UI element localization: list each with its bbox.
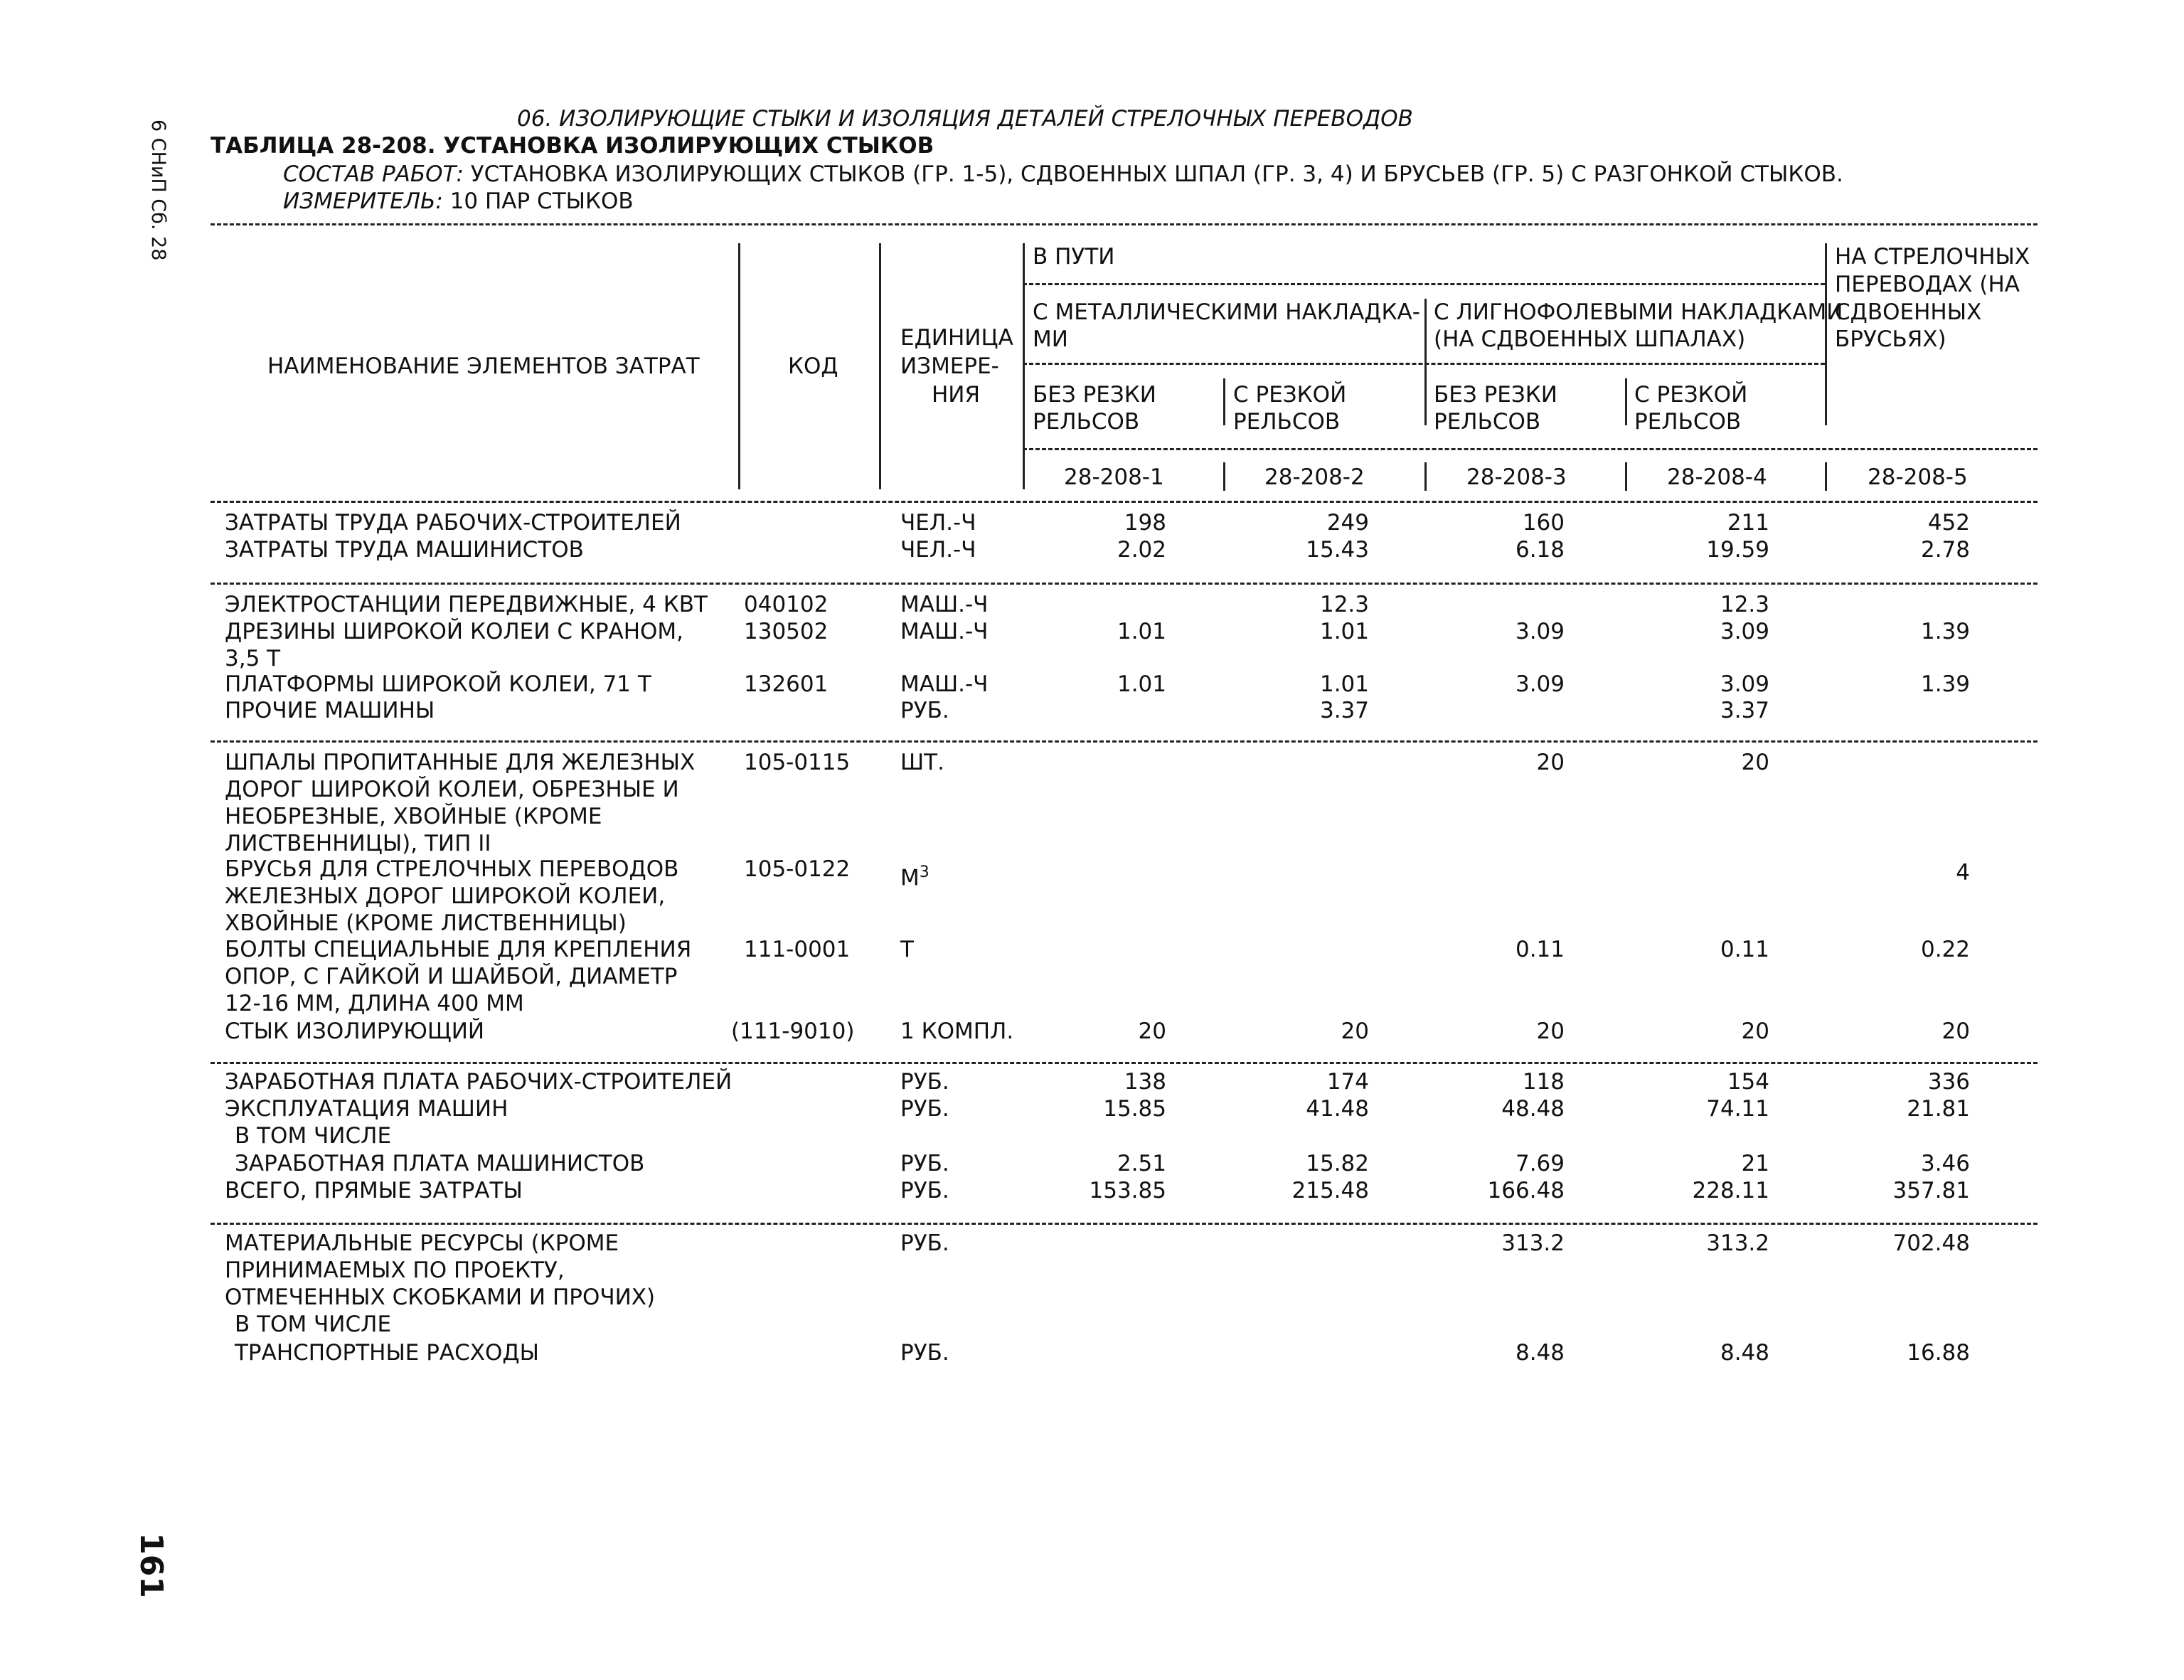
row-value-col-2: 20: [1341, 1019, 1369, 1044]
row-value-col-3: 0.11: [1515, 937, 1565, 962]
row-code: 132601: [744, 671, 829, 697]
col-header-unit-2: ИЗМЕРЕ-: [900, 353, 999, 379]
col-header-g1-2: РЕЛЬСОВ: [1033, 409, 1140, 435]
col-divider-code-3: [1424, 462, 1427, 491]
row-unit: $М^3$: [900, 863, 929, 891]
page-number: 161: [133, 1533, 169, 1598]
row-name-line: ДОРОГ ШИРОКОЙ КОЛЕИ, ОБРЕЗНЫЕ И: [225, 777, 679, 802]
row-name-line: ЗАТРАТЫ ТРУДА МАШИНИСТОВ: [225, 537, 584, 563]
row-value-col-3: 3.09: [1515, 671, 1565, 697]
col-divider-unit: [879, 243, 881, 489]
row-unit: МАШ.-Ч: [900, 592, 989, 617]
row-value-col-4: 3.09: [1720, 671, 1769, 697]
row-value-col-2: 15.43: [1306, 537, 1369, 563]
row-value-col-3: 313.2: [1501, 1230, 1565, 1256]
col-code-4: 28-208-4: [1667, 464, 1767, 490]
row-unit: ЧЕЛ.-Ч: [900, 510, 976, 536]
row-value-col-3: 3.09: [1515, 619, 1565, 644]
row-value-col-5: 1.39: [1920, 671, 1970, 697]
row-value-col-3: 8.48: [1515, 1340, 1565, 1366]
work-text: УСТАНОВКА ИЗОЛИРУЮЩИХ СТЫКОВ (ГР. 1-5), СДВОЕННЫХ ШПАЛ (ГР. 3, 4) И БРУСЬЕВ (ГР. 5) С РАЗГОНКОЙ СТЫКОВ.: [470, 161, 1843, 187]
row-name-line: ЗАРАБОТНАЯ ПЛАТА РАБОЧИХ-СТРОИТЕЛЕЙ: [225, 1069, 733, 1095]
col-header-turnouts-1: НА СТРЕЛОЧНЫХ: [1835, 244, 2030, 270]
col-code-2: 28-208-2: [1264, 464, 1365, 490]
col-divider-code-5: [1825, 462, 1827, 491]
row-value-col-5: 4: [1956, 860, 1970, 886]
row-name-line: ЭКСПЛУАТАЦИЯ МАШИН: [225, 1096, 508, 1122]
col-divider-ligno: [1424, 299, 1427, 425]
row-unit: 1 КОМПЛ.: [900, 1019, 1014, 1044]
row-name-line: В ТОМ ЧИСЛЕ: [235, 1312, 392, 1337]
row-value-col-5: 16.88: [1907, 1340, 1970, 1366]
col-header-metal-1: С МЕТАЛЛИЧЕСКИМИ НАКЛАДКА-: [1033, 299, 1420, 325]
row-unit: РУБ.: [900, 1178, 949, 1203]
row-value-col-3: 7.69: [1515, 1151, 1565, 1176]
row-value-col-1: 2.02: [1117, 537, 1166, 563]
row-name-line: В ТОМ ЧИСЛЕ: [235, 1123, 392, 1149]
row-unit: РУБ.: [900, 1151, 949, 1176]
row-value-col-5: 2.78: [1920, 537, 1970, 563]
rule-codes: [1023, 448, 2037, 450]
row-value-col-2: 249: [1326, 510, 1369, 536]
row-name-line: ЗАРАБОТНАЯ ПЛАТА МАШИНИСТОВ: [235, 1151, 645, 1176]
row-value-col-2: 215.48: [1291, 1178, 1369, 1203]
row-value-col-3: 6.18: [1515, 537, 1565, 563]
rule-header-bottom: [211, 501, 2037, 503]
row-name-line: БРУСЬЯ ДЛЯ СТРЕЛОЧНЫХ ПЕРЕВОДОВ: [225, 856, 679, 882]
row-value-col-1: 2.51: [1117, 1151, 1166, 1176]
row-value-col-5: 21.81: [1907, 1096, 1970, 1122]
row-value-col-4: 19.59: [1706, 537, 1769, 563]
row-code: 105-0122: [744, 856, 851, 882]
col-header-turnouts-4: БРУСЬЯХ): [1835, 326, 1946, 352]
col-header-name: НАИМЕНОВАНИЕ ЭЛЕМЕНТОВ ЗАТРАТ: [267, 353, 700, 379]
rule-sep-4: [211, 1223, 2037, 1225]
row-value-col-4: 20: [1741, 750, 1769, 775]
row-value-col-4: 0.11: [1720, 937, 1769, 962]
col-header-code: КОД: [788, 353, 838, 379]
work-composition: [283, 161, 1843, 188]
row-value-col-5: 336: [1927, 1069, 1970, 1095]
row-value-col-1: 1.01: [1117, 671, 1166, 697]
row-value-col-4: 313.2: [1706, 1230, 1769, 1256]
rule-sep-3: [211, 1062, 2037, 1064]
rule-sep-1: [211, 583, 2037, 585]
col-divider-turnouts: [1825, 243, 1827, 425]
row-value-col-3: 166.48: [1487, 1178, 1565, 1203]
row-unit: РУБ.: [900, 1069, 949, 1095]
col-code-5: 28-208-5: [1868, 464, 1968, 490]
col-header-in-track: В ПУТИ: [1033, 244, 1115, 270]
col-header-g3-2: РЕЛЬСОВ: [1434, 409, 1541, 435]
row-name-line: ЭЛЕКТРОСТАНЦИИ ПЕРЕДВИЖНЫЕ, 4 КВТ: [225, 592, 708, 617]
row-value-col-4: 154: [1727, 1069, 1769, 1095]
section-title: 06. ИЗОЛИРУЮЩИЕ СТЫКИ И ИЗОЛЯЦИЯ ДЕТАЛЕЙ СТРЕЛОЧНЫХ ПЕРЕВОДОВ: [517, 106, 1413, 132]
row-value-col-4: 211: [1727, 510, 1769, 536]
row-name-line: ДРЕЗИНЫ ШИРОКОЙ КОЛЕИ С КРАНОМ,: [225, 619, 684, 644]
row-value-col-4: 3.37: [1720, 698, 1769, 723]
row-value-col-5: 1.39: [1920, 619, 1970, 644]
col-code-3: 28-208-3: [1466, 464, 1567, 490]
col-header-g3-1: БЕЗ РЕЗКИ: [1434, 382, 1557, 408]
col-header-turnouts-3: СДВОЕННЫХ: [1835, 299, 1982, 325]
row-value-col-2: 12.3: [1319, 592, 1369, 617]
row-value-col-4: 74.11: [1706, 1096, 1769, 1122]
row-value-col-2: 41.48: [1306, 1096, 1369, 1122]
row-unit: ЧЕЛ.-Ч: [900, 537, 976, 563]
row-name-line: ЛИСТВЕННИЦЫ), ТИП II: [225, 831, 491, 856]
row-code: (111-9010): [731, 1019, 855, 1044]
row-name-line: ОТМЕЧЕННЫХ СКОБКАМИ И ПРОЧИХ): [225, 1285, 656, 1310]
rule-in-track: [1023, 283, 1825, 285]
row-unit: ШТ.: [900, 750, 944, 775]
row-name-line: ШПАЛЫ ПРОПИТАННЫЕ ДЛЯ ЖЕЛЕЗНЫХ: [225, 750, 696, 775]
row-name-line: НЕОБРЕЗНЫЕ, ХВОЙНЫЕ (КРОМЕ: [225, 804, 602, 829]
row-value-col-4: 12.3: [1720, 592, 1769, 617]
row-value-col-1: 198: [1124, 510, 1166, 536]
row-unit: МАШ.-Ч: [900, 671, 989, 697]
row-value-col-1: 138: [1124, 1069, 1166, 1095]
row-value-col-1: 20: [1138, 1019, 1166, 1044]
row-value-col-4: 21: [1741, 1151, 1769, 1176]
row-value-col-1: 153.85: [1089, 1178, 1166, 1203]
row-name-line: ВСЕГО, ПРЯМЫЕ ЗАТРАТЫ: [225, 1178, 523, 1203]
col-header-metal-2: МИ: [1033, 326, 1068, 352]
row-value-col-4: 228.11: [1692, 1178, 1769, 1203]
row-value-col-1: 15.85: [1103, 1096, 1166, 1122]
row-value-col-4: 20: [1741, 1019, 1769, 1044]
unit-of-measure: [283, 188, 634, 215]
row-name-line: ПРОЧИЕ МАШИНЫ: [225, 698, 435, 723]
unit-text: 10 ПАР СТЫКОВ: [449, 188, 634, 214]
row-value-col-4: 8.48: [1720, 1340, 1769, 1366]
col-header-ligno-2: (НА СДВОЕННЫХ ШПАЛАХ): [1434, 326, 1746, 352]
row-unit: РУБ.: [900, 1230, 949, 1256]
col-header-g4-2: РЕЛЬСОВ: [1634, 409, 1742, 435]
row-value-col-4: 3.09: [1720, 619, 1769, 644]
row-unit: РУБ.: [900, 698, 949, 723]
col-header-g2-2: РЕЛЬСОВ: [1233, 409, 1341, 435]
col-header-g4-1: С РЕЗКОЙ: [1634, 382, 1748, 408]
row-code: 040102: [744, 592, 829, 617]
row-value-col-5: 20: [1941, 1019, 1970, 1044]
row-name-line: ОПОР, С ГАЙКОЙ И ШАЙБОЙ, ДИАМЕТР: [225, 964, 678, 989]
row-name-line: ТРАНСПОРТНЫЕ РАСХОДЫ: [235, 1340, 539, 1366]
unit-label: ИЗМЕРИТЕЛЬ:: [283, 188, 443, 214]
row-value-col-5: 0.22: [1920, 937, 1970, 962]
row-name-line: ЗАТРАТЫ ТРУДА РАБОЧИХ-СТРОИТЕЛЕЙ: [225, 510, 681, 536]
col-code-1: 28-208-1: [1064, 464, 1164, 490]
row-name-line: ХВОЙНЫЕ (КРОМЕ ЛИСТВЕННИЦЫ): [225, 910, 627, 936]
col-header-unit-1: ЕДИНИЦА: [900, 325, 1013, 351]
col-header-unit-3: НИЯ: [932, 382, 981, 408]
row-name-line: ЖЕЛЕЗНЫХ ДОРОГ ШИРОКОЙ КОЛЕИ,: [225, 883, 666, 909]
row-value-col-2: 1.01: [1319, 671, 1369, 697]
row-name-line: ПЛАТФОРМЫ ШИРОКОЙ КОЛЕИ, 71 Т: [225, 671, 651, 697]
work-label: СОСТАВ РАБОТ:: [283, 161, 464, 187]
col-header-g1-1: БЕЗ РЕЗКИ: [1033, 382, 1156, 408]
row-value-col-2: 3.37: [1319, 698, 1369, 723]
rule-subgroup: [1023, 363, 1825, 365]
row-value-col-2: 1.01: [1319, 619, 1369, 644]
row-name-line: 3,5 Т: [225, 646, 281, 671]
row-value-col-3: 20: [1536, 750, 1565, 775]
row-name-line: СТЫК ИЗОЛИРУЮЩИЙ: [225, 1019, 485, 1044]
row-value-col-1: 1.01: [1117, 619, 1166, 644]
col-divider-code-2: [1223, 462, 1225, 491]
row-name-line: 12-16 ММ, ДЛИНА 400 ММ: [225, 991, 524, 1016]
col-divider-values: [1023, 243, 1025, 489]
row-value-col-5: 3.46: [1920, 1151, 1970, 1176]
row-code: 111-0001: [744, 937, 851, 962]
col-header-ligno-1: С ЛИГНОФОЛЕВЫМИ НАКЛАДКАМИ: [1434, 299, 1843, 325]
row-value-col-3: 48.48: [1501, 1096, 1565, 1122]
col-header-turnouts-2: ПЕРЕВОДАХ (НА: [1835, 272, 2020, 297]
col-header-g2-1: С РЕЗКОЙ: [1233, 382, 1347, 408]
col-divider-metal-cut: [1223, 378, 1225, 425]
row-name-line: МАТЕРИАЛЬНЫЕ РЕСУРСЫ (КРОМЕ: [225, 1230, 619, 1256]
row-value-col-3: 160: [1522, 510, 1565, 536]
row-unit: Т: [900, 937, 914, 962]
row-name-line: БОЛТЫ СПЕЦИАЛЬНЫЕ ДЛЯ КРЕПЛЕНИЯ: [225, 937, 692, 962]
row-value-col-5: 452: [1927, 510, 1970, 536]
row-value-col-3: 118: [1522, 1069, 1565, 1095]
margin-side-text: 6 СНиП Сб. 28: [147, 119, 169, 261]
row-value-col-5: 702.48: [1892, 1230, 1970, 1256]
col-divider-code-4: [1625, 462, 1627, 491]
rule-sep-2: [211, 740, 2037, 743]
row-value-col-5: 357.81: [1892, 1178, 1970, 1203]
row-name-line: ПРИНИМАЕМЫХ ПО ПРОЕКТУ,: [225, 1258, 565, 1283]
row-code: 105-0115: [744, 750, 851, 775]
col-divider-code: [738, 243, 740, 489]
row-unit: РУБ.: [900, 1096, 949, 1122]
row-value-col-2: 15.82: [1306, 1151, 1369, 1176]
table-title: ТАБЛИЦА 28-208. УСТАНОВКА ИЗОЛИРУЮЩИХ СТЫКОВ: [211, 133, 934, 159]
row-value-col-2: 174: [1326, 1069, 1369, 1095]
row-unit: МАШ.-Ч: [900, 619, 989, 644]
row-unit: РУБ.: [900, 1340, 949, 1366]
col-divider-ligno-cut: [1625, 378, 1627, 425]
row-value-col-3: 20: [1536, 1019, 1565, 1044]
row-code: 130502: [744, 619, 829, 644]
rule-top: [211, 223, 2037, 225]
